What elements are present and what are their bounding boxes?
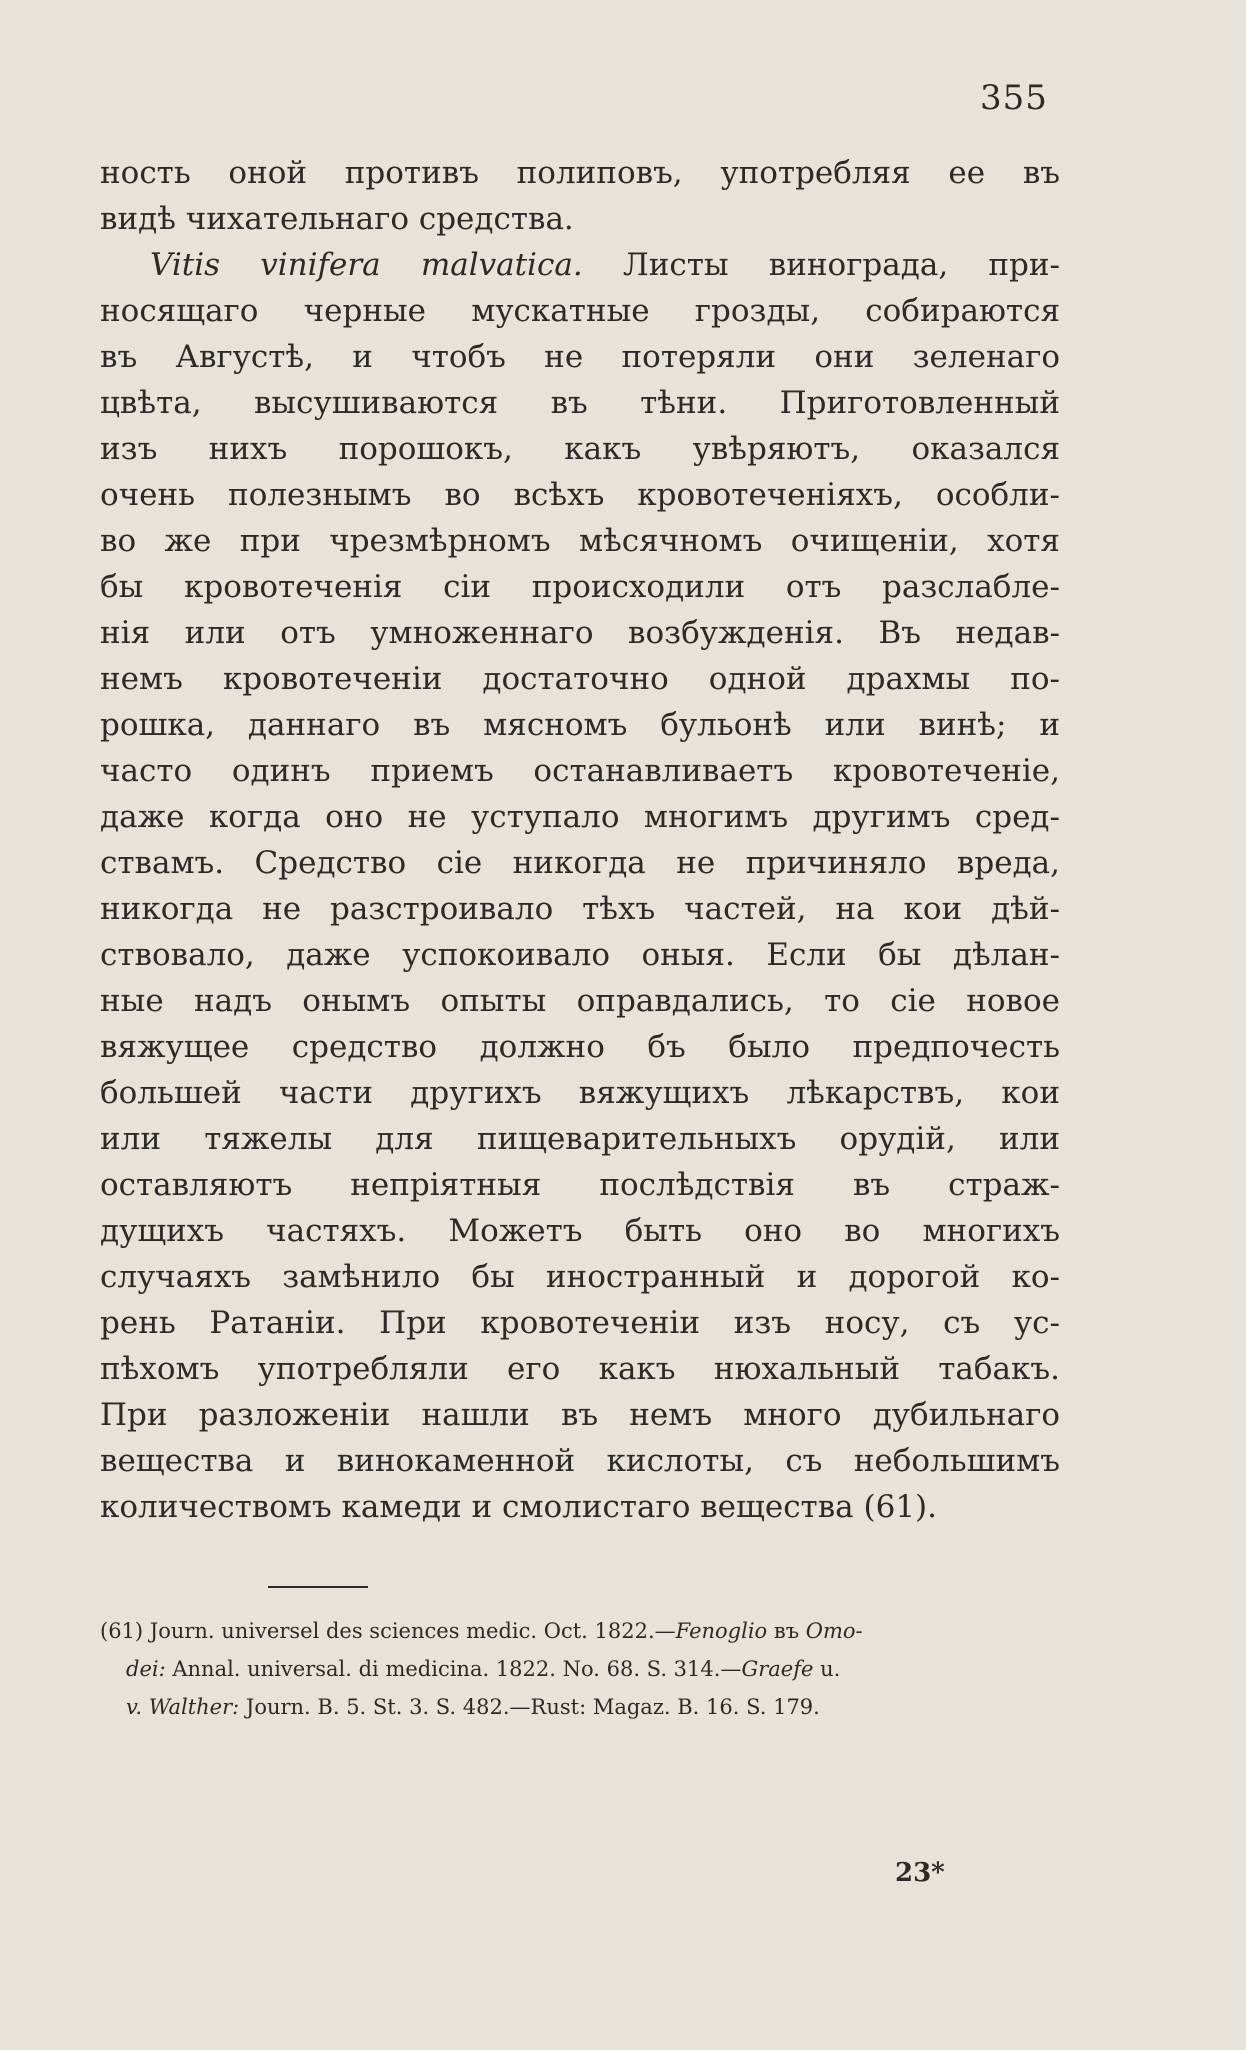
text-line: во же при чрезмѣрномъ мѣсячномъ очищеніи, хотя: [100, 523, 1060, 559]
text-line: немъ кровотеченіи достаточно одной драхмы по-: [100, 661, 1060, 697]
text-line: дущихъ частяхъ. Можетъ быть оно во многихъ: [100, 1213, 1060, 1249]
footnote-text: (61) Journ. universel des sciences medic. Oct. 1822.—: [100, 1619, 676, 1643]
text-line: оставляютъ непріятныя послѣдствія въ страж-: [100, 1167, 1060, 1203]
paragraph-lead-line: [100, 242, 1060, 288]
body-text: [100, 150, 1060, 1530]
text-line: вяжущее средство должно бъ было предпочесть: [100, 1029, 1060, 1065]
text-line: цвѣта, высушиваются въ тѣни. Приготовленный: [100, 385, 1060, 421]
footnote-author: Omo-: [805, 1619, 863, 1643]
lead-text: Листы винограда, при-: [582, 247, 1061, 283]
text-line: ность оной противъ полиповъ, употребляя ее въ: [100, 155, 1060, 191]
latin-plant-name: Vitis vinifera malvatica.: [150, 247, 583, 283]
footnote-author: dei:: [126, 1657, 166, 1681]
text-line: даже когда оно не уступало многимъ другимъ сред-: [100, 799, 1060, 835]
text-line: очень полезнымъ во всѣхъ кровотеченіяхъ, особли-: [100, 477, 1060, 513]
text-line: ствамъ. Средство сіе никогда не причиняло вреда,: [100, 845, 1060, 881]
text-line: большей части другихъ вяжущихъ лѣкарствъ, кои: [100, 1075, 1060, 1111]
text-line: пѣхомъ употребляли его какъ нюхальный табакъ.: [100, 1351, 1060, 1387]
text-line: въ Августѣ, и чтобъ не потеряли они зеленаго: [100, 339, 1060, 375]
footnote-line: [100, 1688, 1055, 1726]
footnote-text: въ: [767, 1619, 806, 1643]
footnote-line: [100, 1650, 1055, 1688]
text-line: нія или отъ умноженнаго возбужденія. Въ недав-: [100, 615, 1060, 651]
footnote-rule: [268, 1586, 368, 1588]
footnote-author: Graefe: [741, 1657, 814, 1681]
footnote-text: Annal. universal. di medicina. 1822. No. 68. S. 314.—: [165, 1657, 742, 1681]
text-line: бы кровотеченія сіи происходили отъ разслабле-: [100, 569, 1060, 605]
text-line: видѣ чихательнаго средства.: [100, 201, 574, 237]
footnote: [100, 1612, 1055, 1726]
text-line: ствовало, даже успокоивало оныя. Если бы дѣлан-: [100, 937, 1060, 973]
footnote-author: v. Walther:: [126, 1695, 240, 1719]
text-line: количествомъ камеди и смолистаго вещества (61).: [100, 1489, 937, 1525]
text-line: носящаго черные мускатные грозды, собираются: [100, 293, 1060, 329]
text-line: случаяхъ замѣнило бы иностранный и дорогой ко-: [100, 1259, 1060, 1295]
text-line: ные надъ онымъ опыты оправдались, то сіе новое: [100, 983, 1060, 1019]
text-line: изъ нихъ порошокъ, какъ увѣряютъ, оказался: [100, 431, 1060, 467]
text-line: часто одинъ приемъ останавливаетъ кровотеченіе,: [100, 753, 1060, 789]
text-line: При разложеніи нашли въ немъ много дубильнаго: [100, 1397, 1060, 1433]
signature-mark: 23*: [895, 1858, 945, 1888]
text-line: вещества и винокаменной кислоты, съ небольшимъ: [100, 1443, 1060, 1479]
footnote-author: Fenoglio: [675, 1619, 768, 1643]
footnote-line: [100, 1612, 1055, 1650]
text-line: никогда не разстроивало тѣхъ частей, на кои дѣй-: [100, 891, 1060, 927]
footnote-text: Journ. B. 5. St. 3. S. 482.—Rust: Magaz. B. 16. S. 179.: [239, 1695, 820, 1719]
text-line: рошка, даннаго въ мясномъ бульонѣ или винѣ; и: [100, 707, 1060, 743]
footnote-text: u.: [813, 1657, 841, 1681]
page-number: 355: [980, 78, 1048, 118]
text-line: рень Ратаніи. При кровотеченіи изъ носу, съ ус-: [100, 1305, 1060, 1341]
text-line: или тяжелы для пищеварительныхъ орудій, или: [100, 1121, 1060, 1157]
